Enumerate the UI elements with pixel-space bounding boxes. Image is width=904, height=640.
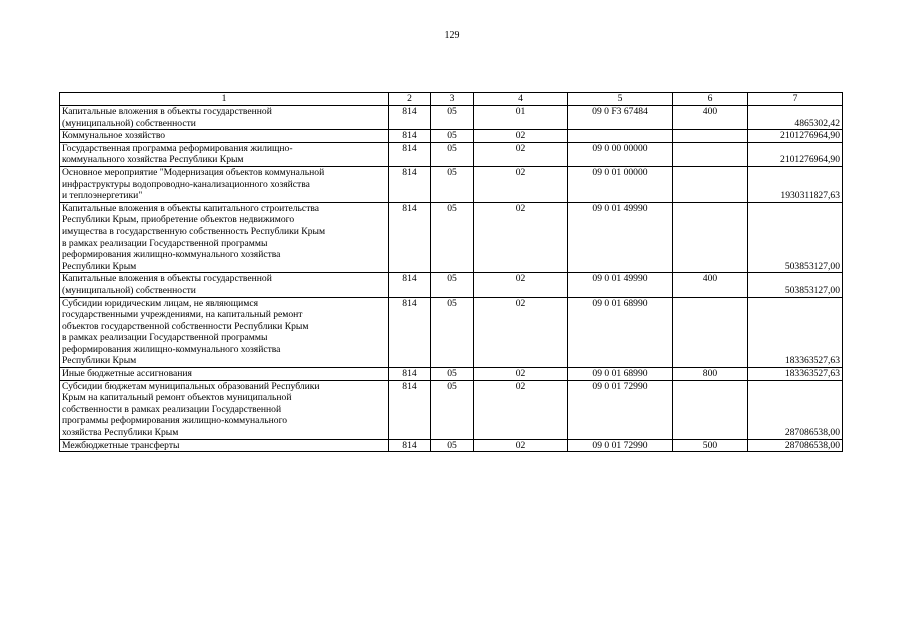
table-row bbox=[60, 106, 843, 130]
table-row bbox=[60, 368, 843, 381]
cell-admin: 814 bbox=[389, 273, 431, 297]
cell-target: 09 0 01 49990 bbox=[568, 273, 673, 297]
table-row bbox=[60, 439, 843, 452]
cell-amount: 503853127,00 bbox=[748, 202, 843, 273]
cell-admin: 814 bbox=[389, 439, 431, 452]
budget-table bbox=[59, 92, 843, 452]
column-header-target: 5 bbox=[568, 93, 673, 106]
cell-target: 09 0 01 00000 bbox=[568, 166, 673, 202]
cell-section: 05 bbox=[431, 273, 474, 297]
column-header-section: 3 bbox=[431, 93, 474, 106]
column-header-subsection: 4 bbox=[474, 93, 568, 106]
cell-name: Капитальные вложения в объекты капитального строительства Республики Крым, приобретение объектов недвижимого имущества в государственную собственность Республики Крым в рамках реализации Государственной программы реформирования жилищно-коммунального хозяйства Республики Крым bbox=[60, 202, 389, 273]
cell-admin: 814 bbox=[389, 166, 431, 202]
cell-name: Государственная программа реформирования жилищно- коммунального хозяйства Республики Крым bbox=[60, 142, 389, 166]
column-header-expense-type: 6 bbox=[673, 93, 748, 106]
cell-section: 05 bbox=[431, 166, 474, 202]
cell-expense-type: 800 bbox=[673, 368, 748, 381]
cell-name: Субсидии бюджетам муниципальных образований Республики Крым на капитальный ремонт объектов муниципальной собственности в рамках реализации Государственной программы реформирования жилищно-коммунального хозяйства Республики Крым bbox=[60, 380, 389, 439]
cell-expense-type: 500 bbox=[673, 439, 748, 452]
table-row bbox=[60, 380, 843, 439]
cell-subsection: 02 bbox=[474, 202, 568, 273]
cell-expense-type bbox=[673, 297, 748, 368]
cell-amount: 183363527,63 bbox=[748, 297, 843, 368]
cell-expense-type bbox=[673, 380, 748, 439]
cell-subsection: 01 bbox=[474, 106, 568, 130]
cell-subsection: 02 bbox=[474, 380, 568, 439]
cell-section: 05 bbox=[431, 368, 474, 381]
cell-subsection: 02 bbox=[474, 130, 568, 143]
cell-subsection: 02 bbox=[474, 273, 568, 297]
column-header-amount: 7 bbox=[748, 93, 843, 106]
table-row bbox=[60, 202, 843, 273]
cell-expense-type bbox=[673, 166, 748, 202]
cell-target: 09 0 00 00000 bbox=[568, 142, 673, 166]
table-row bbox=[60, 142, 843, 166]
table-row bbox=[60, 273, 843, 297]
cell-section: 05 bbox=[431, 439, 474, 452]
cell-section: 05 bbox=[431, 297, 474, 368]
cell-section: 05 bbox=[431, 142, 474, 166]
cell-admin: 814 bbox=[389, 142, 431, 166]
cell-admin: 814 bbox=[389, 202, 431, 273]
cell-target bbox=[568, 130, 673, 143]
cell-expense-type: 400 bbox=[673, 273, 748, 297]
table-header-row bbox=[60, 93, 843, 106]
cell-section: 05 bbox=[431, 202, 474, 273]
cell-expense-type bbox=[673, 142, 748, 166]
cell-name: Коммунальное хозяйство bbox=[60, 130, 389, 143]
cell-amount: 183363527,63 bbox=[748, 368, 843, 381]
cell-target: 09 0 01 68990 bbox=[568, 297, 673, 368]
cell-subsection: 02 bbox=[474, 142, 568, 166]
cell-amount: 287086538,00 bbox=[748, 439, 843, 452]
cell-subsection: 02 bbox=[474, 368, 568, 381]
table-row bbox=[60, 130, 843, 143]
cell-name: Иные бюджетные ассигнования bbox=[60, 368, 389, 381]
cell-amount: 287086538,00 bbox=[748, 380, 843, 439]
column-header-admin: 2 bbox=[389, 93, 431, 106]
cell-target: 09 0 F3 67484 bbox=[568, 106, 673, 130]
page-number: 129 bbox=[444, 30, 460, 41]
cell-name: Капитальные вложения в объекты государственной (муниципальной) собственности bbox=[60, 106, 389, 130]
column-header-name: 1 bbox=[60, 93, 389, 106]
cell-target: 09 0 01 68990 bbox=[568, 368, 673, 381]
cell-section: 05 bbox=[431, 106, 474, 130]
cell-amount: 1930311827,63 bbox=[748, 166, 843, 202]
cell-section: 05 bbox=[431, 130, 474, 143]
cell-admin: 814 bbox=[389, 106, 431, 130]
cell-name: Субсидии юридическим лицам, не являющимся государственными учреждениями, на капитальный ремонт объектов государственной собственности Республики Крым в рамках реализации Государственной программы реформирования жилищно-коммунального хозяйства Республики Крым bbox=[60, 297, 389, 368]
cell-subsection: 02 bbox=[474, 439, 568, 452]
cell-admin: 814 bbox=[389, 130, 431, 143]
cell-name: Основное мероприятие "Модернизация объектов коммунальной инфраструктуры водопроводно-канализационного хозяйства и теплоэнергетики" bbox=[60, 166, 389, 202]
cell-expense-type bbox=[673, 130, 748, 143]
cell-name: Капитальные вложения в объекты государственной (муниципальной) собственности bbox=[60, 273, 389, 297]
cell-subsection: 02 bbox=[474, 166, 568, 202]
cell-admin: 814 bbox=[389, 368, 431, 381]
cell-target: 09 0 01 49990 bbox=[568, 202, 673, 273]
table-row bbox=[60, 297, 843, 368]
cell-admin: 814 bbox=[389, 380, 431, 439]
cell-section: 05 bbox=[431, 380, 474, 439]
cell-amount: 2101276964,90 bbox=[748, 130, 843, 143]
cell-expense-type bbox=[673, 202, 748, 273]
cell-target: 09 0 01 72990 bbox=[568, 439, 673, 452]
cell-amount: 503853127,00 bbox=[748, 273, 843, 297]
cell-amount: 4865302,42 bbox=[748, 106, 843, 130]
table-body bbox=[60, 93, 843, 452]
cell-amount: 2101276964,90 bbox=[748, 142, 843, 166]
cell-admin: 814 bbox=[389, 297, 431, 368]
cell-target: 09 0 01 72990 bbox=[568, 380, 673, 439]
cell-expense-type: 400 bbox=[673, 106, 748, 130]
cell-subsection: 02 bbox=[474, 297, 568, 368]
cell-name: Межбюджетные трансферты bbox=[60, 439, 389, 452]
table-row bbox=[60, 166, 843, 202]
